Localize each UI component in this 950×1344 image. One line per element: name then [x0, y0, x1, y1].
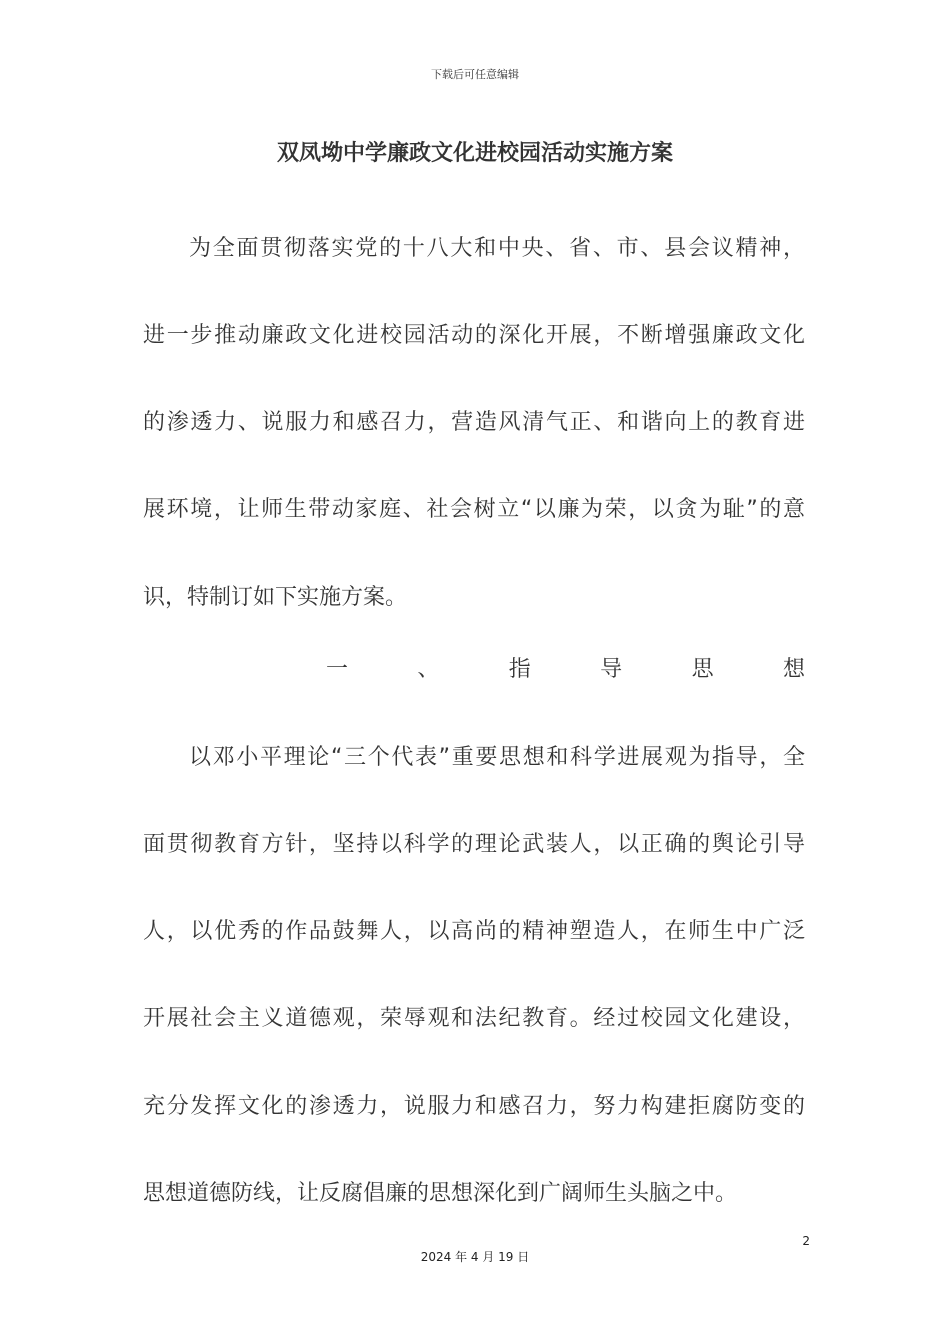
paragraph-1-line-1: 为全面贯彻落实党的十八大和中央、省、市、县会议精神， — [189, 236, 805, 261]
footer-date: 2024 年 4 月 19 日 — [420, 1250, 530, 1264]
heading-char: 想 — [782, 657, 805, 682]
paragraph-2-line-4: 开展社会主义道德观，荣辱观和法纪教育。经过校园文化建设， — [143, 1006, 805, 1031]
paragraph-2-line-2: 面贯彻教育方针，坚持以科学的理论武装人，以正确的舆论引导 — [143, 832, 805, 857]
paragraph-2-line-5: 充分发挥文化的渗透力，说服力和感召力，努力构建拒腐防变的 — [143, 1094, 805, 1119]
heading-char: 一 — [326, 657, 349, 682]
paragraph-1-line-2: 进一步推动廉政文化进校园活动的深化开展，不断增强廉政文化 — [143, 323, 805, 348]
heading-char: 导 — [600, 657, 623, 682]
paragraph-2-line-3: 人，以优秀的作品鼓舞人，以高尚的精神塑造人，在师生中广泛 — [143, 919, 805, 944]
paragraph-2-line-6: 思想道德防线，让反腐倡廉的思想深化到广阔师生头脑之中。 — [143, 1181, 738, 1206]
paragraph-1-line-4: 展环境，让师生带动家庭、社会树立“以廉为荣，以贪为耻”的意 — [143, 497, 805, 522]
heading-char: 指 — [508, 657, 531, 682]
heading-char: 思 — [691, 657, 714, 682]
heading-char: 、 — [417, 657, 440, 682]
document-title: 双凤坳中学廉政文化进校园活动实施方案 — [276, 141, 673, 166]
paragraph-1-line-3: 的渗透力、说服力和感召力，营造风清气正、和谐向上的教育进 — [143, 410, 805, 435]
section-heading-guiding-ideology — [326, 655, 805, 685]
paragraph-2-line-1: 以邓小平理论“三个代表”重要思想和科学进展观为指导，全 — [189, 745, 805, 770]
paragraph-1-line-5: 识，特制订如下实施方案。 — [143, 585, 408, 610]
header-note: 下载后可任意编辑 — [431, 68, 519, 81]
page-number: 2 — [802, 1234, 810, 1248]
